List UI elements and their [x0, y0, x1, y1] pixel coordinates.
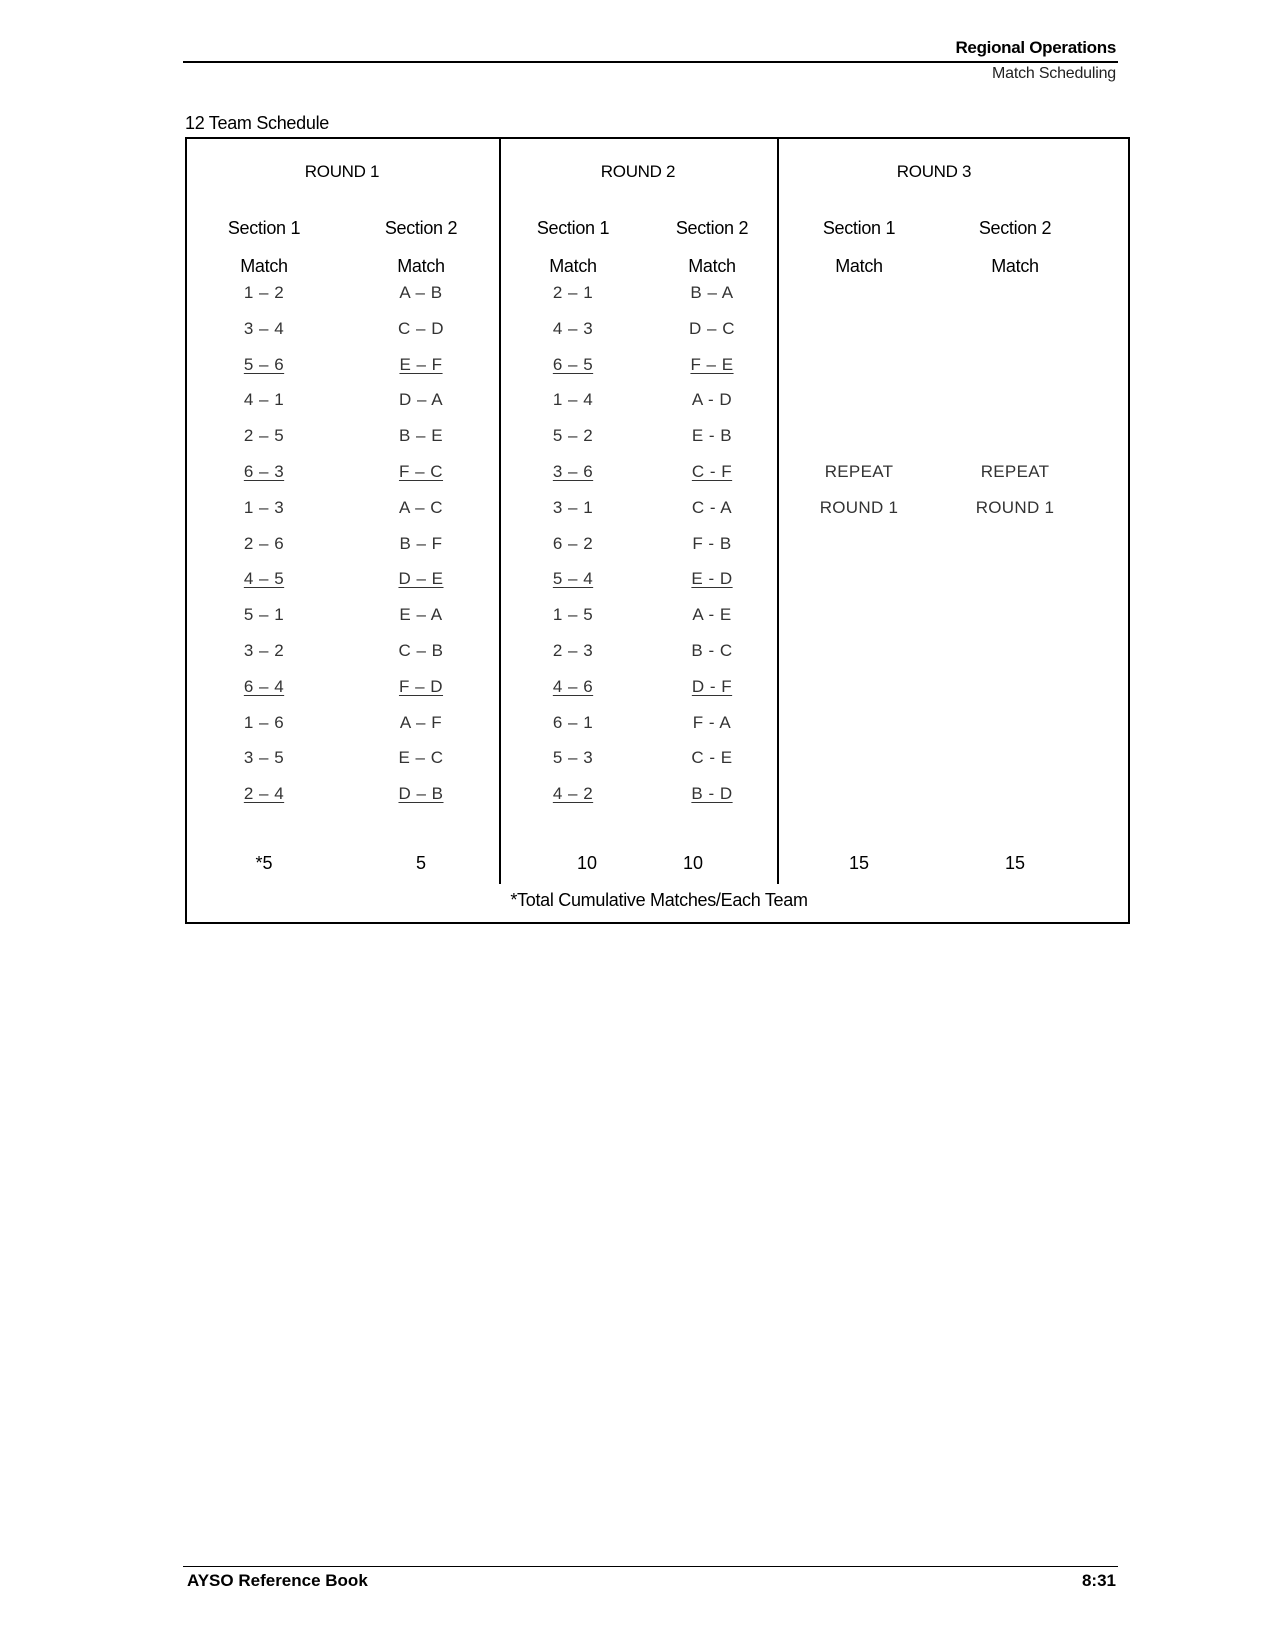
match-cell: C - E — [691, 748, 733, 767]
r3-section-1-total: 15 — [848, 853, 870, 873]
schedule-table — [185, 137, 1130, 924]
match-cell: F - B — [692, 534, 732, 553]
r1-section-1-heading: Section 1 — [227, 218, 301, 238]
match-cell: E - B — [691, 426, 733, 445]
r3-section-2-match-label: Match — [991, 256, 1039, 276]
match-cell: 4 – 6 — [552, 677, 594, 696]
match-cell: 2 – 3 — [552, 641, 594, 660]
round-divider — [777, 139, 779, 884]
match-cell: 3 – 1 — [552, 498, 594, 517]
match-cell: 1 – 5 — [552, 605, 594, 624]
round-1-title: ROUND 1 — [304, 162, 380, 181]
match-cell: A - E — [692, 605, 732, 624]
match-cell: 4 – 3 — [552, 319, 594, 338]
r3-section-2-heading: Section 2 — [978, 218, 1052, 238]
match-cell: 1 – 2 — [243, 283, 285, 302]
match-cell: 3 – 5 — [243, 748, 285, 767]
match-cell: C - A — [691, 498, 733, 517]
round-3-title: ROUND 3 — [896, 162, 972, 181]
match-cell: 5 – 6 — [243, 355, 285, 374]
r1-section-1-match-label: Match — [240, 256, 288, 276]
header-subtitle: Match Scheduling — [992, 65, 1116, 82]
match-cell: 6 – 1 — [552, 713, 594, 732]
match-cell: C – D — [398, 319, 444, 338]
footer-book-title: AYSO Reference Book — [187, 1571, 368, 1590]
round-2-title: ROUND 2 — [600, 162, 676, 181]
header-title: Regional Operations — [955, 38, 1116, 57]
r3-section-1-round-ref: ROUND 1 — [819, 498, 899, 517]
footer-page-number: 8:31 — [1081, 1571, 1116, 1590]
match-cell: F – C — [398, 462, 444, 481]
r2-section-1-total: 10 — [576, 853, 598, 873]
r2-section-2-heading: Section 2 — [675, 218, 749, 238]
match-cell: 3 – 2 — [243, 641, 285, 660]
match-cell: E – A — [399, 605, 443, 624]
match-cell: C – B — [398, 641, 444, 660]
match-cell: 6 – 3 — [243, 462, 285, 481]
match-cell: F - A — [692, 713, 732, 732]
match-cell: E – C — [398, 748, 444, 767]
match-cell: 2 – 5 — [243, 426, 285, 445]
r3-section-2-repeat: REPEAT — [980, 462, 1050, 481]
match-cell: D – E — [398, 569, 444, 588]
match-cell: F – D — [398, 677, 444, 696]
match-cell: F – E — [690, 355, 734, 374]
match-cell: B - C — [691, 641, 733, 660]
match-cell: 4 – 2 — [552, 784, 594, 803]
match-cell: 2 – 6 — [243, 534, 285, 553]
schedule-caption: 12 Team Schedule — [185, 113, 329, 133]
match-cell: 5 – 1 — [243, 605, 285, 624]
header-rule — [183, 61, 1118, 63]
match-cell: 3 – 4 — [243, 319, 285, 338]
match-cell: D – A — [398, 390, 444, 409]
match-cell: 6 – 4 — [243, 677, 285, 696]
match-cell: 1 – 3 — [243, 498, 285, 517]
match-cell: D – B — [398, 784, 444, 803]
r2-section-2-total: 10 — [682, 853, 704, 873]
match-cell: A - D — [691, 390, 733, 409]
match-cell: A – C — [398, 498, 444, 517]
r3-section-1-repeat: REPEAT — [824, 462, 894, 481]
r1-section-2-heading: Section 2 — [384, 218, 458, 238]
match-cell: 2 – 1 — [552, 283, 594, 302]
footer-rule — [183, 1566, 1118, 1567]
match-cell: 5 – 4 — [552, 569, 594, 588]
match-cell: 3 – 6 — [552, 462, 594, 481]
match-cell: 2 – 4 — [243, 784, 285, 803]
match-cell: C - F — [691, 462, 733, 481]
r2-section-1-heading: Section 1 — [536, 218, 610, 238]
match-cell: 6 – 2 — [552, 534, 594, 553]
r3-section-2-round-ref: ROUND 1 — [975, 498, 1055, 517]
match-cell: 5 – 3 — [552, 748, 594, 767]
r1-section-1-total: *5 — [255, 853, 273, 873]
match-cell: E - D — [691, 569, 733, 588]
r2-section-2-match-label: Match — [688, 256, 736, 276]
match-cell: 1 – 4 — [552, 390, 594, 409]
r3-section-1-match-label: Match — [835, 256, 883, 276]
match-cell: 4 – 5 — [243, 569, 285, 588]
round-divider — [499, 139, 501, 884]
match-cell: 5 – 2 — [552, 426, 594, 445]
match-cell: D - F — [691, 677, 733, 696]
match-cell: D – C — [689, 319, 735, 338]
r2-section-1-match-label: Match — [549, 256, 597, 276]
match-cell: A – B — [399, 283, 443, 302]
match-cell: 6 – 5 — [552, 355, 594, 374]
match-cell: A – F — [399, 713, 443, 732]
match-cell: E – F — [399, 355, 443, 374]
match-cell: 4 – 1 — [243, 390, 285, 409]
match-cell: B - D — [691, 784, 733, 803]
match-cell: B – E — [398, 426, 444, 445]
r1-section-2-total: 5 — [415, 853, 427, 873]
r3-section-1-heading: Section 1 — [822, 218, 896, 238]
match-cell: B – F — [399, 534, 443, 553]
match-cell: 1 – 6 — [243, 713, 285, 732]
r1-section-2-match-label: Match — [397, 256, 445, 276]
match-cell: B – A — [690, 283, 734, 302]
footnote: *Total Cumulative Matches/Each Team — [510, 890, 808, 910]
r3-section-2-total: 15 — [1004, 853, 1026, 873]
